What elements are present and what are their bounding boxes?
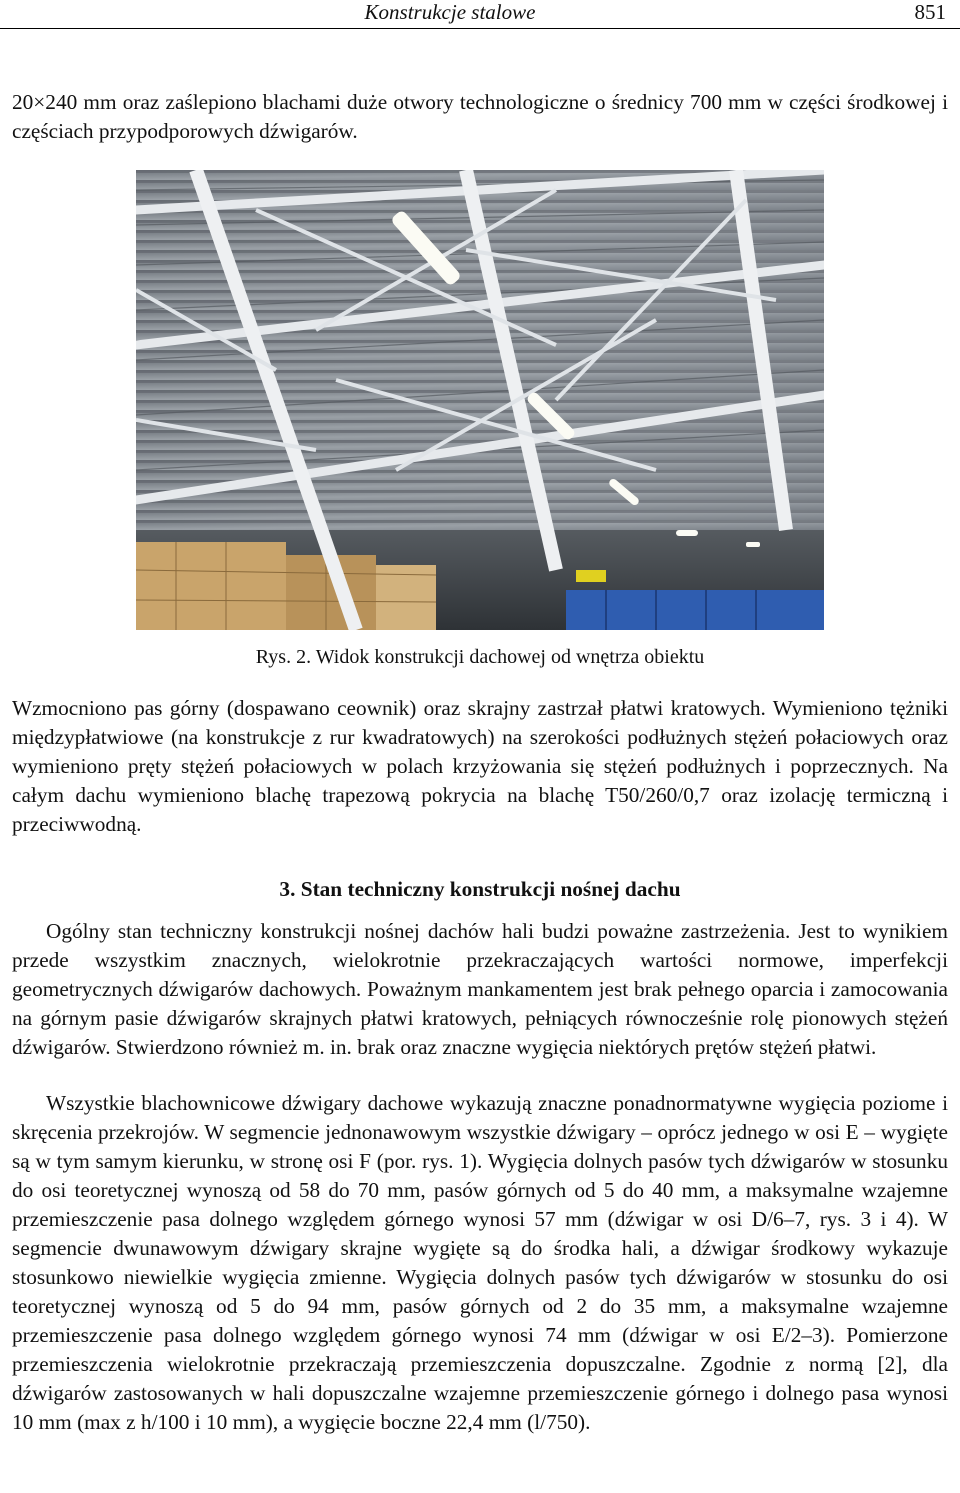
figure-roof-structure-photo — [136, 170, 824, 630]
roof-structure-illustration — [136, 170, 824, 630]
paragraph-top: 20×240 mm oraz zaślepiono blachami duże otwory technologiczne o średnicy 700 mm w części środkowej i częściach przypodporowych dźwigarów. — [12, 90, 948, 143]
figure-caption: Rys. 2. Widok konstrukcji dachowej od wnętrza obiektu — [255, 646, 705, 668]
page-number: 851 — [914, 0, 946, 24]
paragraph-after-figure: Wzmocniono pas górny (dospawano ceownik) oraz skrajny zastrzał płatwi kratowych. Wymieniono tężniki międzypłatwiowe (na konstrukcje z rur kwadratowych) na szerokości podłużnych stężeń połaciowych oraz wymieniono pręty stężeń połaciowych w polach krzyżowania się stężeń podłużnych i poprzecznych. Na całym dachu wymieniono blachę trapezową pokrycia na blachę T50/260/0,7 oraz izolację termiczną i przeciwwodną. — [12, 696, 948, 836]
section-heading: 3. Stan techniczny konstrukcji nośnej dachu — [279, 877, 681, 901]
running-title: Konstrukcje stalowe — [364, 0, 536, 24]
running-header — [0, 0, 960, 29]
paragraph-section-1: Ogólny stan techniczny konstrukcji nośnej dachów hali budzi poważne zastrzeżenia. Jest to wynikiem przede wszystkim znacznych, wielokrotnie przekraczających wartości normowe, imperfekcji geometrycznych dźwigarów dachowych. Poważnym mankamentem jest brak pełnego oparcia i zamocowania na górnym pasie dźwigarów skrajnych płatwi kratowych, pełniących równocześnie rolę pionowych stężeń dźwigarów. Stwierdzono również m. in. brak oraz znaczne wygięcia niektórych prętów stężeń płatwi. — [12, 919, 948, 1059]
paragraph-section-2: Wszystkie blachownicowe dźwigary dachowe wykazują znaczne ponadnormatywne wygięcia poziome i skręcenia przekrojów. W segmencie jednonawowym wszystkie dźwigary – oprócz jednego w osi E – wygięte są w tym samym kierunku, w stronę osi F (por. rys. 1). Wygięcia dolnych pasów tych dźwigarów w stosunku do osi teoretycznej wynoszą od 58 do 70 mm, pasów górnych od 5 do 40 mm, a maksymalne wzajemne przemieszczenie pasa dolnego względem górnego wynosi 57 mm (dźwigar w osi D/6–7, rys. 3 i 4). W segmencie dwunawowym dźwigary skrajne wygięte są do środka hali, a dźwigar środkowy wykazuje stosunkowo niewielkie wygięcia zmienne. Wygięcia dolnych pasów tych dźwigarów w stosunku do osi teoretycznej wynoszą od 5 do 94 mm, pasów górnych od 2 do 35 mm, a maksymalne wzajemne przemieszczenie pasa dolnego względem górnego wynosi 74 mm (dźwigar w osi E/2–3). Pomierzone przemieszczenia wielokrotnie przekraczają przemieszczenia dopuszczalne. Zgodnie z normą [2], dla dźwigarów zastosowanych w hali dopuszczalne wzajemne przemieszczenie górnego i dolnego pasa wynosi 10 mm (max z h/100 i 10 mm), a wygięcie boczne 22,4 mm (l/750). — [12, 1091, 948, 1434]
